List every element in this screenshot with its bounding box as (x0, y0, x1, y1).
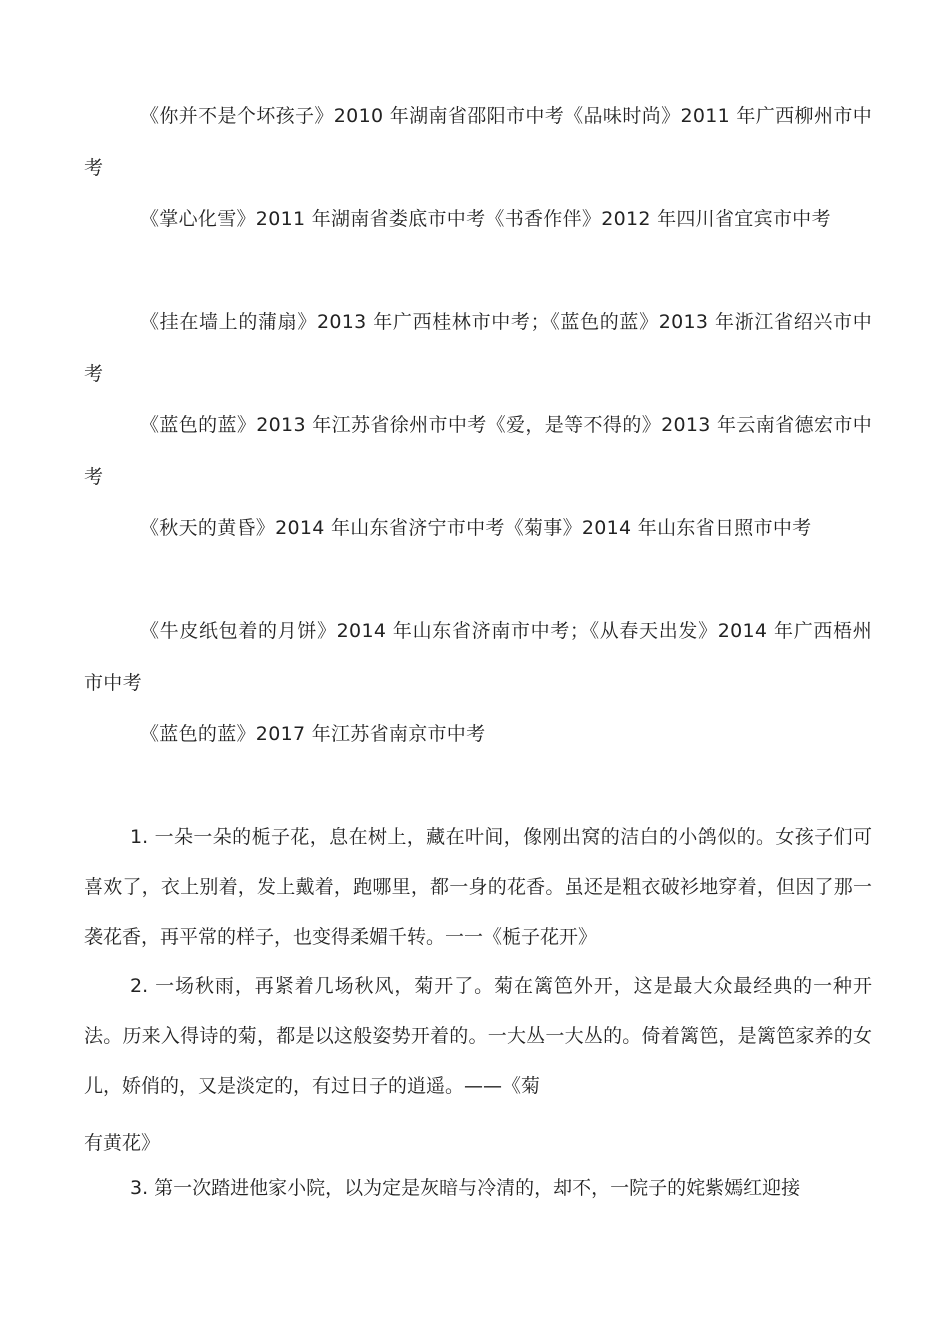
excerpt-item: 2. 一场秋雨，再紧着几场秋风，菊开了。菊在篱笆外开，这是最大众最经典的一种开法。历来入得诗的菊，都是以这般姿势开着的。一大丛一大丛的。倚着篱笆，是篱笆家养的女儿，娇俏的，又是淡定的，有过日子的逍遥。——《菊 (84, 975, 872, 1097)
source-entry: 《蓝色的蓝》2013 年江苏省徐州市中考《爱，是等不得的》2013 年云南省德宏市中考 (84, 414, 872, 488)
source-entry: 《挂在墙上的蒲扇》2013 年广西桂林市中考；《蓝色的蓝》2013 年浙江省绍兴市中考 (84, 311, 872, 385)
source-entry: 《你并不是个坏孩子》2010 年湖南省邵阳市中考《品味时尚》2011 年广西柳州市中考 (84, 105, 872, 179)
excerpt-item: 3. 第一次踏进他家小院，以为定是灰暗与冷清的，却不，一院子的姹紫嫣红迎接 (130, 1177, 801, 1199)
source-entry: 《秋天的黄昏》2014 年山东省济宁市中考《菊事》2014 年山东省日照市中考 (140, 517, 812, 539)
excerpt-item-continuation: 有黄花》 (84, 1132, 161, 1154)
source-entry: 《牛皮纸包着的月饼》2014 年山东省济南市中考；《从春天出发》2014 年广西梧州市中考 (84, 620, 872, 694)
excerpt-item: 1. 一朵一朵的栀子花，息在树上，藏在叶间，像刚出窝的洁白的小鸽似的。女孩子们可喜欢了，衣上别着，发上戴着，跑哪里，都一身的花香。虽还是粗衣破衫地穿着，但因了那一袭花香，再平常的样子，也变得柔媚千转。一一《栀子花开》 (84, 826, 872, 948)
source-entry: 《蓝色的蓝》2017 年江苏省南京市中考 (140, 723, 486, 745)
source-entry: 《掌心化雪》2011 年湖南省娄底市中考《书香作伴》2012 年四川省宜宾市中考 (140, 208, 831, 230)
